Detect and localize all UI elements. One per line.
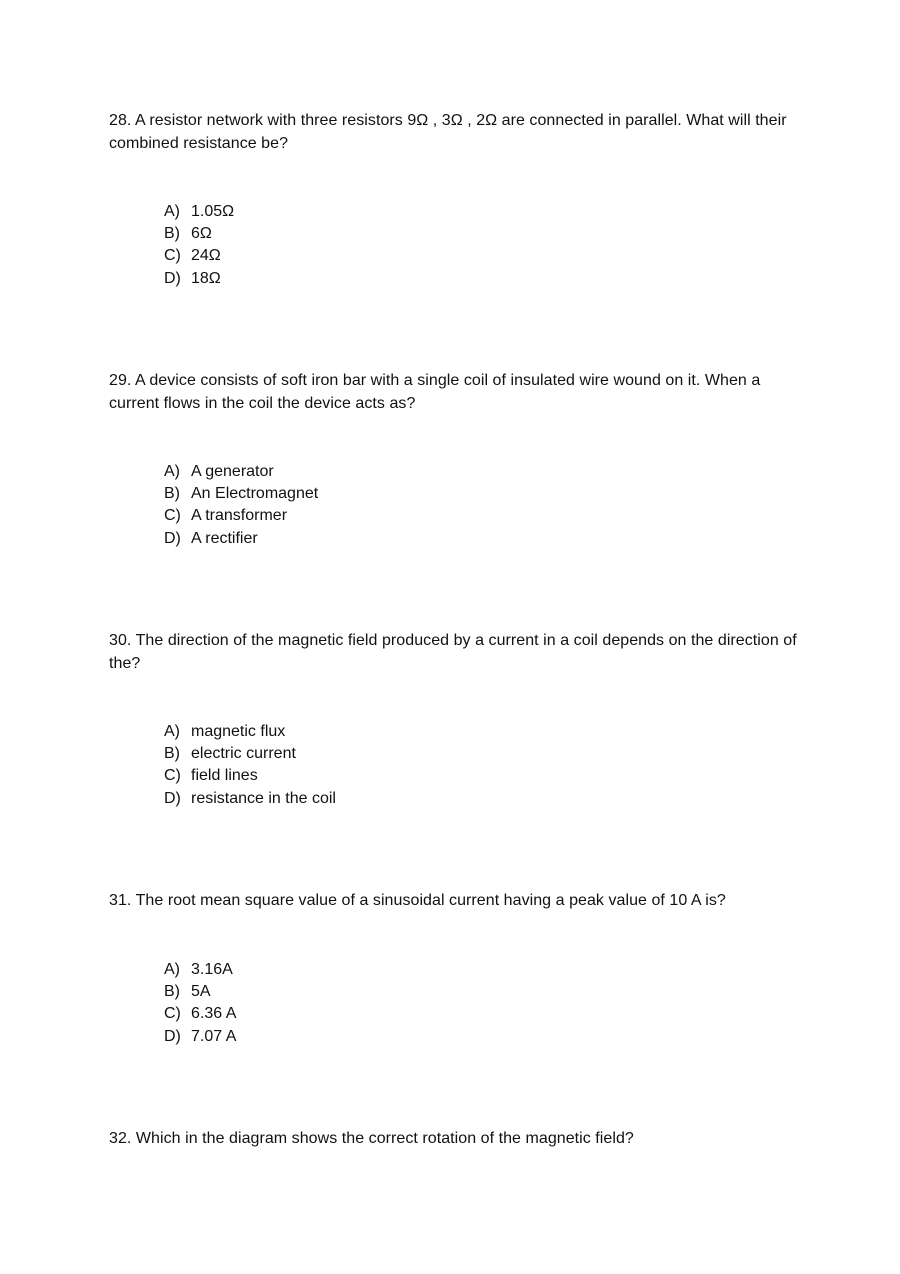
option-text: A rectifier xyxy=(191,529,258,547)
option-letter: D) xyxy=(164,789,181,807)
option-text: A transformer xyxy=(191,507,288,525)
option-letter: C) xyxy=(164,767,181,785)
option-letter: B) xyxy=(164,225,180,243)
option-letter: D) xyxy=(164,269,181,287)
question-text: 30. The direction of the magnetic field produced by a current in a coil depends on the direction of the? xyxy=(109,632,797,672)
option-c xyxy=(164,1003,236,1025)
option-text: A generator xyxy=(191,463,274,480)
option-b xyxy=(164,223,234,245)
option-c xyxy=(164,505,318,527)
option-letter: C) xyxy=(164,247,181,265)
option-text: 6Ω xyxy=(191,225,212,243)
option-text: 3.16A xyxy=(191,961,233,978)
option-text: An Electromagnet xyxy=(191,485,319,503)
question-32 xyxy=(109,1128,809,1151)
option-a xyxy=(164,461,318,483)
option-text: 24Ω xyxy=(191,247,221,265)
option-d xyxy=(164,528,318,550)
question-text: 29. A device consists of soft iron bar with a single coil of insulated wire wound on it. When a current flows in the coil the device acts as? xyxy=(109,372,761,412)
option-c xyxy=(164,765,336,787)
question-text: 28. A resistor network with three resistors 9Ω , 3Ω , 2Ω are connected in parallel. What will their combined resistance be? xyxy=(109,112,787,152)
option-text: 18Ω xyxy=(191,269,221,287)
option-d xyxy=(164,268,234,290)
question-30 xyxy=(109,630,809,807)
answer-options xyxy=(164,461,318,550)
option-text: electric current xyxy=(191,745,296,763)
answer-options xyxy=(164,721,336,810)
option-text: 1.05Ω xyxy=(191,203,235,220)
option-a xyxy=(164,959,236,981)
answer-options xyxy=(164,959,236,1048)
option-text: 5A xyxy=(191,983,211,1001)
option-text: field lines xyxy=(191,767,258,785)
option-c xyxy=(164,245,234,267)
option-letter: A) xyxy=(164,961,180,978)
option-letter: B) xyxy=(164,485,180,503)
option-b xyxy=(164,483,318,505)
question-text: 32. Which in the diagram shows the correct rotation of the magnetic field? xyxy=(109,1130,634,1147)
option-text: 6.36 A xyxy=(191,1005,237,1023)
option-letter: D) xyxy=(164,529,181,547)
option-text: resistance in the coil xyxy=(191,789,336,807)
answer-options xyxy=(164,201,234,290)
question-text: 31. The root mean square value of a sinusoidal current having a peak value of 10 A is? xyxy=(109,892,726,909)
option-letter: B) xyxy=(164,745,180,763)
option-letter: A) xyxy=(164,723,180,740)
option-letter: A) xyxy=(164,203,180,220)
option-d xyxy=(164,788,336,810)
question-31 xyxy=(109,890,809,1045)
option-letter: A) xyxy=(164,463,180,480)
option-letter: B) xyxy=(164,983,180,1001)
option-text: magnetic flux xyxy=(191,723,286,740)
option-b xyxy=(164,981,236,1003)
option-b xyxy=(164,743,336,765)
option-text: 7.07 A xyxy=(191,1027,237,1045)
option-a xyxy=(164,721,336,743)
option-d xyxy=(164,1026,236,1048)
question-29 xyxy=(109,370,809,547)
option-letter: C) xyxy=(164,507,181,525)
option-a xyxy=(164,201,234,223)
option-letter: C) xyxy=(164,1005,181,1023)
option-letter: D) xyxy=(164,1027,181,1045)
question-28 xyxy=(109,110,809,287)
